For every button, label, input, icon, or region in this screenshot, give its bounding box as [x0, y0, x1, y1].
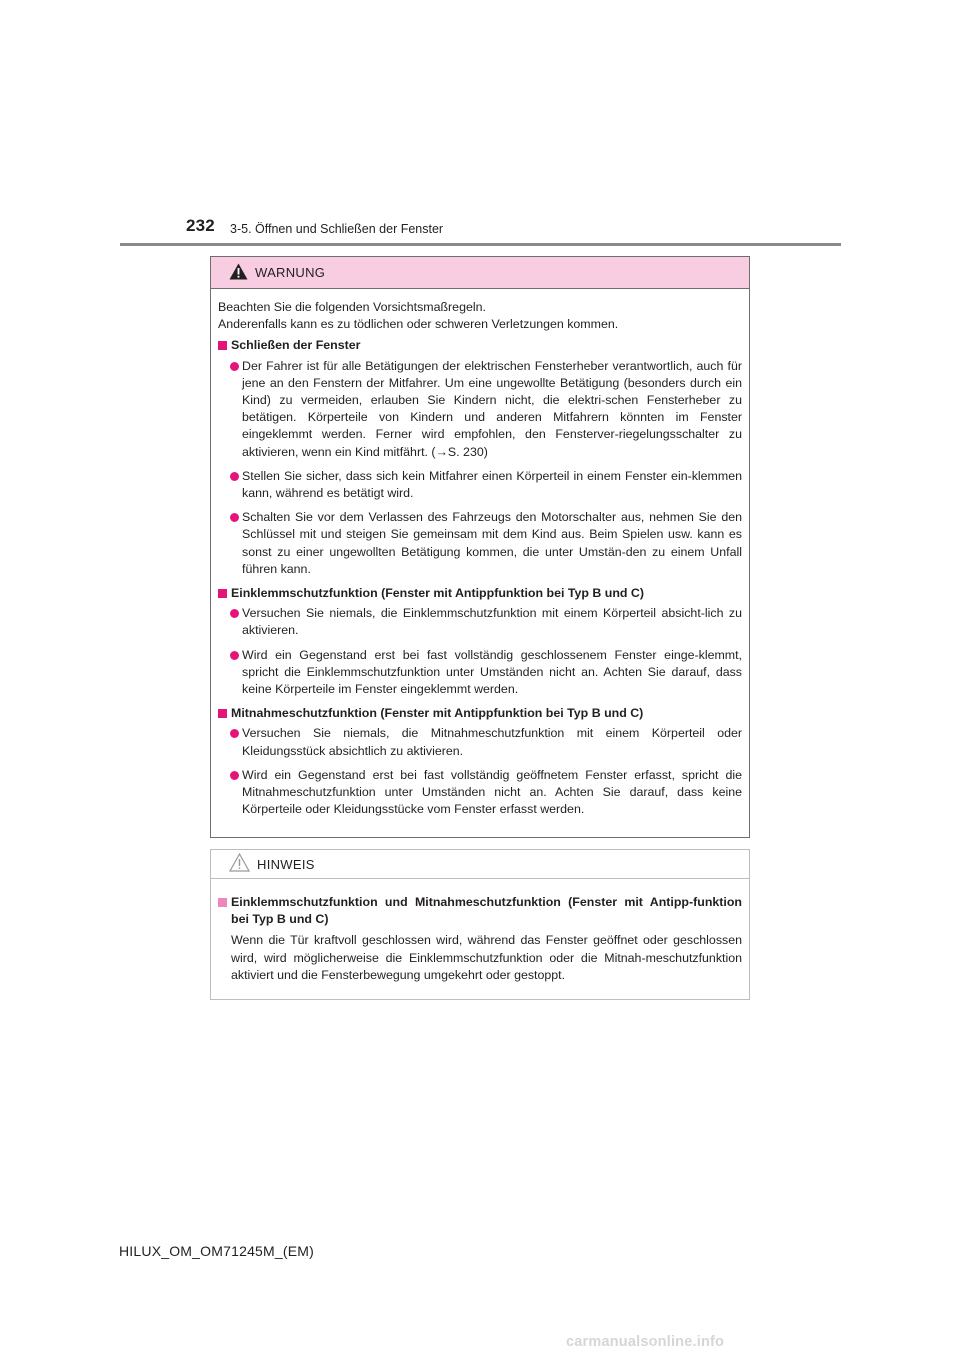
warning-intro-line-2: Anderenfalls kann es zu tödlichen oder schweren Verletzungen kommen. [218, 317, 619, 332]
round-bullet-icon [230, 651, 239, 660]
round-bullet-icon [230, 729, 239, 738]
round-bullet-icon [230, 609, 239, 618]
caution-triangle-icon [229, 853, 257, 875]
page-number: 232 [186, 216, 215, 235]
list-item: Der Fahrer ist für alle Betätigungen der elektrischen Fensterheber verantwortlich, auch für jene an den Fenstern der Mitfahrer. Um eine ungewollte Betätigung (besonders durch ein Kind) zu vermeiden, erlauben Sie Kindern nicht, die elektri-schen Fensterheber zu betätigen. Körperteile von Kindern und anderen Mitfahrern könnten im Fenster eingeklemmt werden. Ferner wird empfohlen, den Fensterver-riegelungsschalter zu aktivieren, wenn ein Kind mitfährt. (→S. 230) [218, 358, 742, 461]
square-bullet-icon [218, 341, 227, 350]
section-heading: Mitnahmeschutzfunktion (Fenster mit Antippfunktion bei Typ B und C) [218, 705, 742, 722]
header-rule [120, 243, 841, 246]
section-title: 3-5. Öffnen und Schließen der Fenster [230, 222, 444, 236]
warning-triangle-icon [229, 263, 255, 283]
round-bullet-icon [230, 362, 239, 371]
round-bullet-icon [230, 513, 239, 522]
square-bullet-icon [218, 709, 227, 718]
round-bullet-icon [230, 472, 239, 481]
notice-header [211, 850, 749, 879]
square-bullet-icon [218, 589, 227, 598]
square-bullet-icon [218, 898, 227, 907]
list-item: Stellen Sie sicher, dass sich kein Mitfahrer einen Körperteil in einem Fenster ein-klemmen kann, während es betätigt wird. [218, 468, 742, 502]
list-item: Schalten Sie vor dem Verlassen des Fahrzeugs den Motorschalter aus, nehmen Sie den Schlüssel mit und steigen Sie gemeinsam mit dem Kind aus. Beim Spielen usw. kann es sonst zu einer ungewollten Betätigung kommen, die unter Umstän-den zu einem Unfall führen kann. [218, 509, 742, 578]
notice-box [210, 849, 750, 1000]
list-item: Versuchen Sie niemals, die Mitnahmeschutzfunktion mit einem Körperteil oder Kleidungsstück absichtlich zu aktivieren. [218, 725, 742, 759]
section-heading: Schließen der Fenster [218, 337, 742, 354]
round-bullet-icon [230, 771, 239, 780]
warning-intro [218, 299, 742, 333]
list-item: Versuchen Sie niemals, die Einklemmschutzfunktion mit einem Körperteil absicht-lich zu aktivieren. [218, 605, 742, 639]
notice-paragraph: Wenn die Tür kraftvoll geschlossen wird, während das Fenster geöffnet oder geschlossen wird, wird möglicherweise die Einklemmschutzfunktion oder die Mitnah-meschutzfunktion aktiviert und die Fensterbewegung umgekehrt oder gestoppt. [231, 933, 742, 982]
warning-label: WARNUNG [255, 265, 326, 280]
section-heading: Einklemmschutzfunktion und Mitnahmeschutzfunktion (Fenster mit Antipp-funktion bei Typ B und C) [218, 894, 742, 928]
warning-box [210, 256, 750, 838]
warning-body [211, 289, 749, 818]
model-code: HILUX_OM_OM71245M_(EM) [119, 1243, 315, 1259]
list-item: Wird ein Gegenstand erst bei fast vollständig geöffnetem Fenster erfasst, spricht die Mitnahmeschutzfunktion unter Umständen nicht an. Achten Sie darauf, dass keine Körperteile oder Kleidungsstücke vom Fenster erfasst werden. [218, 767, 742, 819]
watermark: carmanualsonline.info [566, 1334, 725, 1350]
list-item: Wird ein Gegenstand erst bei fast vollständig geschlossenem Fenster einge-klemmt, spricht die Einklemmschutzfunktion unter Umständen nicht an. Achten Sie darauf, dass keine Körperteile im Fenster eingeklemmt werden. [218, 647, 742, 699]
section-heading: Einklemmschutzfunktion (Fenster mit Antippfunktion bei Typ B und C) [218, 585, 742, 602]
notice-body [211, 879, 749, 984]
warning-header [211, 257, 749, 289]
notice-label: HINWEIS [257, 856, 315, 872]
warning-intro-line-1: Beachten Sie die folgenden Vorsichtsmaßregeln. [218, 300, 486, 314]
